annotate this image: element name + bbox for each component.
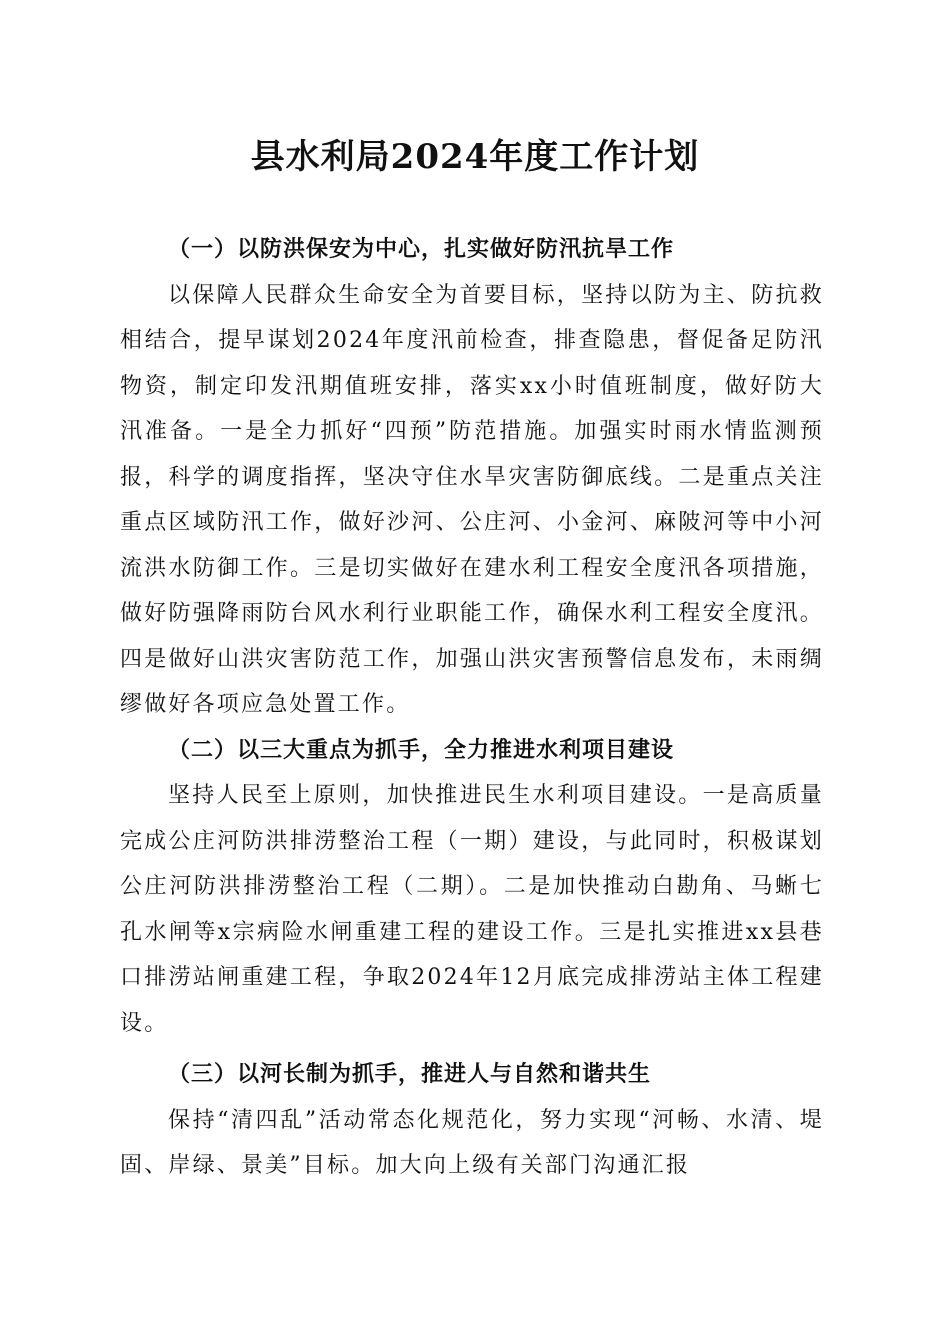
section-paragraph-1: 以保障人民群众生命安全为首要目标，坚持以防为主、防抗救相结合，提早谋划2024年度汛前检查，排查隐患，督促备足防汛物资，制定印发汛期值班安排，落实xx小时值班制度，做好防大汛准备。一是全力抓好“四预”防范措施。加强实时雨水情监测预报，科学的调度指挥，坚决守住水旱灾害防御底线。二是重点关注重点区域防汛工作，做好沙河、公庄河、小金河、麻陂河等中小河流洪水防御工作。三是切实做好在建水利工程安全度汛各项措施，做好防强降雨防台风水利行业职能工作，确保水利工程安全度汛。四是做好山洪灾害防范工作，加强山洪灾害预警信息发布，未雨绸缪做好各项应急处置工作。 (120, 282, 824, 717)
section-paragraph-3: 保持“清四乱”活动常态化规范化，努力实现“河畅、水清、堤固、岸绿、景美”目标。加大向上级有关部门沟通汇报 (120, 1107, 824, 1178)
section-paragraph-2: 坚持人民至上原则，加快推进民生水利项目建设。一是高质量完成公庄河防洪排涝整治工程（一期）建设，与此同时，积极谋划公庄河防洪排涝整治工程（二期）。二是加快推动白勘角、马蜥七孔水闸等x宗病险水闸重建工程的建设工作。三是扎实推进xx县巷口排涝站闸重建工程，争取2024年12月底完成排涝站主体工程建设。 (120, 783, 824, 1036)
section-heading-3: （三）以河长制为抓手，推进人与自然和谐共生 (168, 1061, 652, 1087)
document-title: 县水利局2024年度工作计划 (250, 137, 700, 177)
section-heading-1: （一）以防洪保安为中心，扎实做好防汛抗旱工作 (168, 236, 675, 262)
section-heading-2: （二）以三大重点为抓手，全力推进水利项目建设 (168, 736, 675, 763)
document-body (120, 227, 824, 1189)
